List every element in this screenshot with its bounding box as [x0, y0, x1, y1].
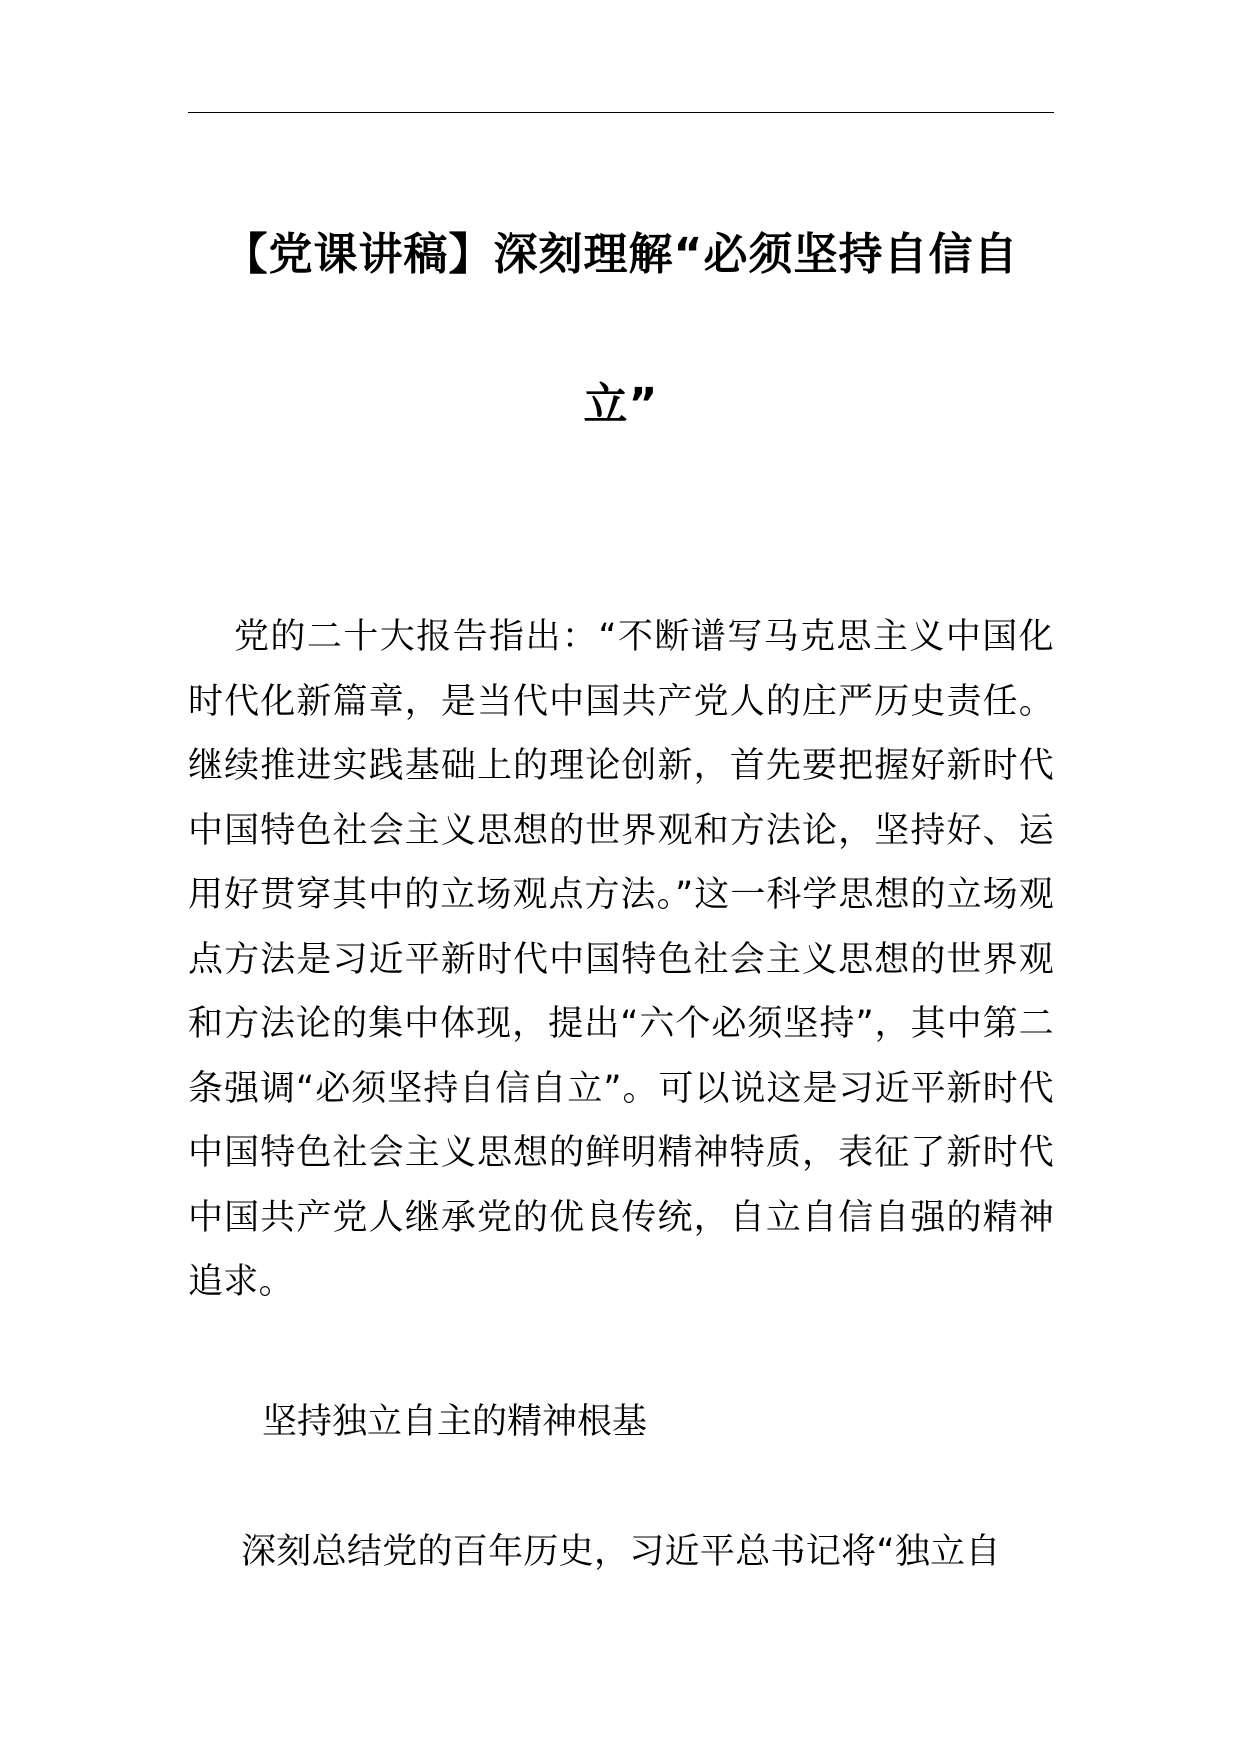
- header-rule: [188, 112, 1054, 113]
- document-title: 【党课讲稿】深刻理解“必须坚持自信自立”: [223, 229, 1019, 430]
- section-heading: 坚持独立自主的精神根基: [262, 1402, 648, 1442]
- body-paragraph: 党的二十大报告指出：“不断谱写马克思主义中国化时代化新篇章，是当代中国共产党人的庄严历史责任。继续推进实践基础上的理论创新，首先要把握好新时代中国特色社会主义思想的世界观和方法论，坚持好、运用好贯穿其中的立场观点方法。”这一科学思想的立场观点方法是习近平新时代中国特色社会主义思想的世界观和方法论的集中体现，提出“六个必须坚持”，其中第二条强调“必须坚持自信自立”。可以说这是习近平新时代中国特色社会主义思想的鲜明精神特质，表征了新时代中国共产党人继承党的优良传统，自立自信自强的精神追求。: [188, 617, 1054, 1302]
- section-paragraph: 深刻总结党的百年历史，习近平总书记将“独立自: [241, 1532, 1001, 1572]
